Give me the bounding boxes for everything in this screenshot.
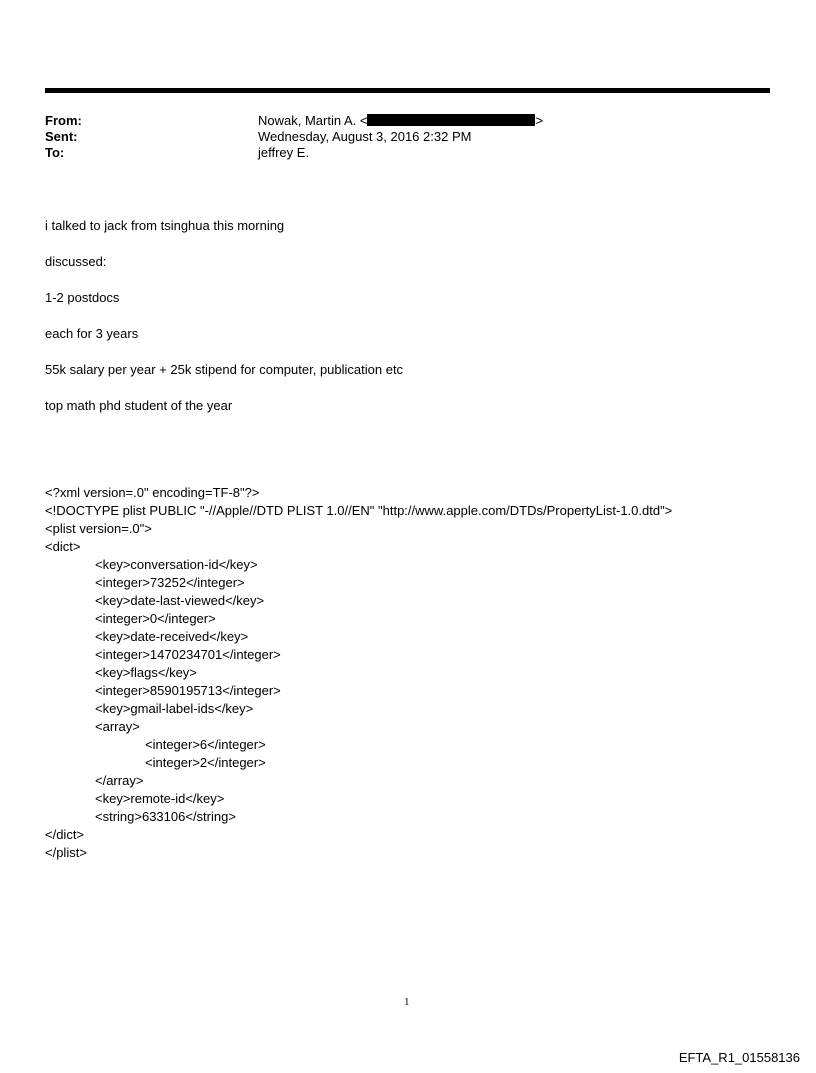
xml-line: <dict>: [45, 539, 81, 554]
xml-line: <plist version=.0">: [45, 521, 152, 536]
xml-line: <integer>1470234701</integer>: [95, 647, 281, 662]
sent-value: Wednesday, August 3, 2016 2:32 PM: [258, 129, 472, 144]
header-rule: [45, 88, 770, 93]
body-line: 55k salary per year + 25k stipend for computer, publication etc: [45, 362, 404, 377]
body-line: each for 3 years: [45, 326, 139, 341]
redaction-box: [367, 114, 535, 126]
to-value: jeffrey E.: [258, 145, 310, 160]
document-id-footer: EFTA_R1_01558136: [678, 1050, 800, 1065]
from-value: [258, 113, 543, 129]
xml-line: </array>: [95, 773, 144, 788]
xml-line: </plist>: [45, 845, 87, 860]
from-name: Nowak, Martin A. <: [258, 113, 368, 128]
xml-line: <integer>6</integer>: [145, 737, 266, 752]
xml-line: <key>flags</key>: [95, 665, 197, 680]
plist-xml-block: [45, 484, 672, 862]
xml-line: <integer>2</integer>: [145, 755, 266, 770]
xml-line: <!DOCTYPE plist PUBLIC "-//Apple//DTD PLIST 1.0//EN" "http://www.apple.com/DTDs/PropertyList-1.0.dtd">: [45, 503, 673, 518]
xml-line: <key>remote-id</key>: [95, 791, 225, 806]
body-line: discussed:: [45, 254, 107, 269]
body-line: 1-2 postdocs: [45, 290, 120, 305]
xml-line: <key>date-received</key>: [95, 629, 249, 644]
xml-line: </dict>: [45, 827, 85, 842]
xml-line: <key>date-last-viewed</key>: [95, 593, 265, 608]
to-label: To:: [45, 145, 65, 160]
body-line: top math phd student of the year: [45, 398, 233, 413]
xml-line: <?xml version=.0" encoding=TF-8"?>: [45, 485, 260, 500]
page-number: 1: [404, 996, 410, 1008]
from-label: From:: [45, 113, 82, 128]
xml-line: <integer>8590195713</integer>: [95, 683, 281, 698]
from-suffix: >: [535, 113, 544, 128]
xml-line: <key>conversation-id</key>: [95, 557, 258, 572]
xml-line: <string>633106</string>: [95, 809, 236, 824]
xml-line: <integer>73252</integer>: [95, 575, 245, 590]
xml-line: <array>: [95, 719, 140, 734]
xml-line: <integer>0</integer>: [95, 611, 216, 626]
sent-label: Sent:: [45, 129, 78, 144]
body-line: i talked to jack from tsinghua this morning: [45, 218, 285, 233]
xml-line: <key>gmail-label-ids</key>: [95, 701, 254, 716]
